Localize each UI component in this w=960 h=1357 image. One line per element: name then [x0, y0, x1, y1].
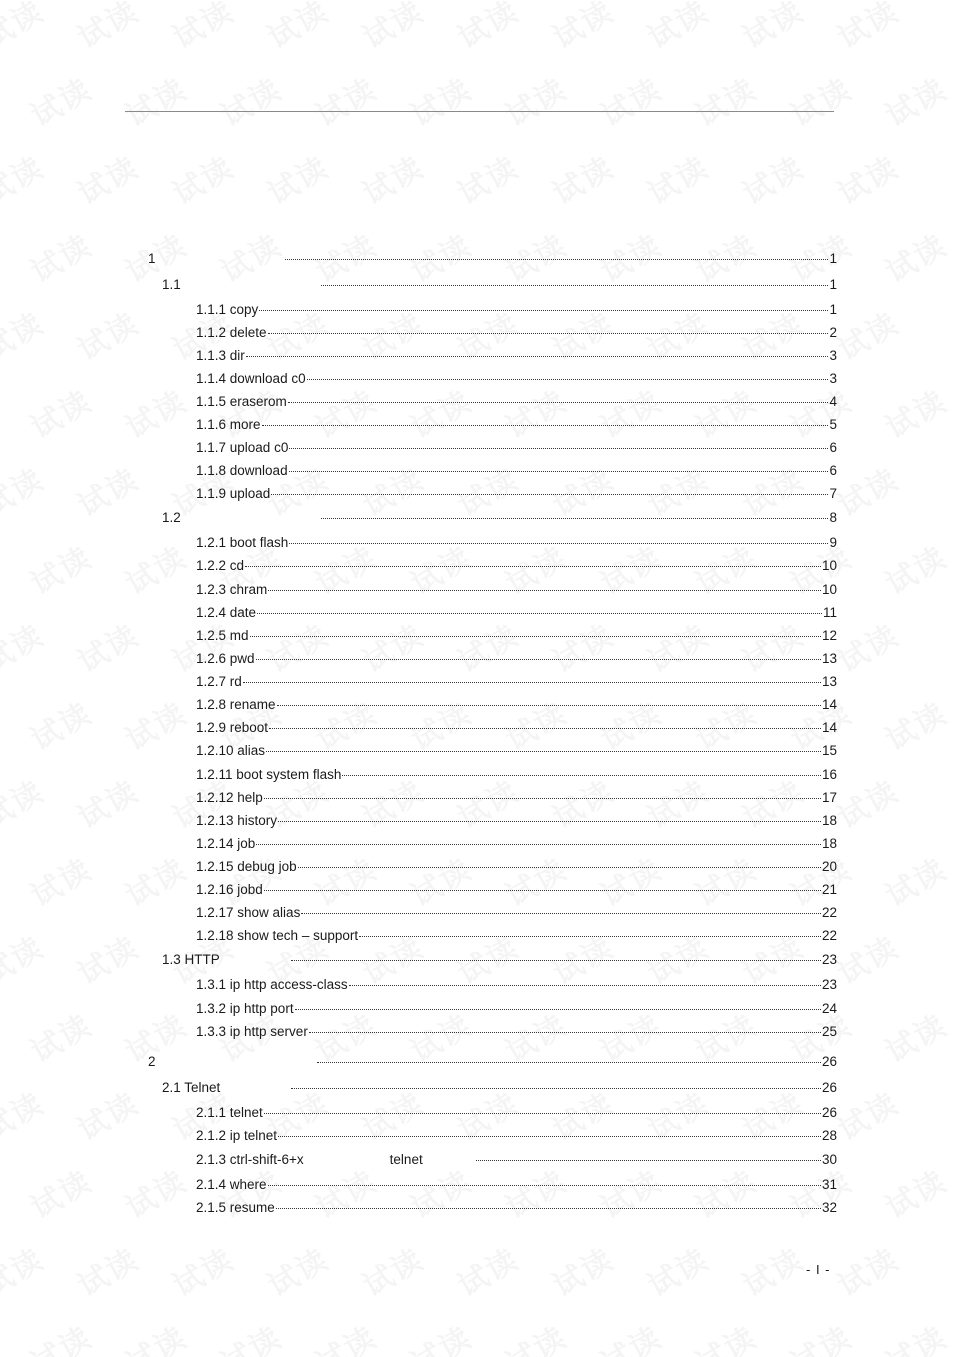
toc-leader-dots — [307, 379, 829, 380]
watermark-text — [68, 143, 145, 213]
toc-entry-page: 26 — [821, 1054, 837, 1069]
toc-entry-label: 1.1.9 upload — [196, 486, 271, 501]
watermark-text — [0, 923, 51, 993]
watermark-text — [68, 0, 145, 57]
toc-entry-page: 32 — [821, 1200, 837, 1215]
watermark-text — [163, 143, 240, 213]
toc-leader-dots — [278, 1136, 821, 1137]
watermark-text — [68, 767, 145, 837]
toc-entry-page: 7 — [829, 486, 837, 501]
watermark-text — [733, 0, 810, 57]
toc-entry-label: 1.1.1 copy — [196, 302, 259, 317]
toc-entry-page: 23 — [821, 977, 837, 992]
toc-entry-label: 1.2.10 alias — [196, 743, 266, 758]
toc-entry-label: 1.2.11 boot system flash — [196, 767, 342, 782]
toc-entry[interactable] — [196, 857, 837, 877]
toc-entry[interactable] — [196, 1022, 837, 1042]
toc-entry-page: 13 — [821, 651, 837, 666]
watermark-text — [116, 377, 193, 447]
toc-entry[interactable] — [196, 880, 837, 900]
watermark-text — [21, 377, 98, 447]
toc-leader-dots — [276, 1208, 821, 1209]
toc-leader-dots — [301, 913, 821, 914]
watermark-text — [543, 0, 620, 57]
watermark-text — [258, 1235, 335, 1305]
toc-entry-label: 2.1 Telnet — [162, 1080, 221, 1095]
toc-entry[interactable] — [196, 788, 837, 808]
watermark-text — [828, 767, 905, 837]
toc-leader-dots — [285, 259, 828, 260]
watermark-text — [876, 377, 953, 447]
watermark-text — [733, 143, 810, 213]
toc-entry-page: 24 — [821, 1001, 837, 1016]
toc-entry[interactable] — [196, 695, 837, 715]
watermark-text — [591, 65, 668, 135]
toc-leader-dots — [289, 448, 828, 449]
watermark-text — [21, 1313, 98, 1357]
toc-leader-dots — [243, 682, 821, 683]
toc-leader-dots — [295, 1009, 821, 1010]
watermark-text — [543, 143, 620, 213]
toc-entry[interactable] — [196, 1103, 837, 1123]
toc-entry-label: 2.1.3 ctrl-shift-6+x — [196, 1152, 304, 1167]
toc-leader-dots — [289, 471, 829, 472]
toc-entry-page: 12 — [821, 628, 837, 643]
toc-entry[interactable] — [196, 323, 837, 343]
watermark-text — [68, 299, 145, 369]
toc-entry[interactable] — [162, 1078, 837, 1098]
toc-entry-page: 2 — [829, 325, 837, 340]
watermark-text — [543, 1235, 620, 1305]
toc-entry-label: 1.1.7 upload c0 — [196, 440, 289, 455]
watermark-text — [828, 923, 905, 993]
toc-entry-page: 26 — [821, 1080, 837, 1095]
toc-entry-label: 1.1 — [162, 277, 181, 292]
watermark-text — [68, 455, 145, 525]
toc-entry-label: 1.2 — [162, 510, 181, 525]
watermark-text — [448, 0, 525, 57]
toc-leader-dots — [298, 867, 821, 868]
toc-leader-dots — [245, 566, 821, 567]
toc-entry[interactable] — [196, 346, 837, 366]
watermark-text — [0, 1235, 51, 1305]
watermark-text — [116, 1157, 193, 1227]
toc-entry[interactable] — [196, 1198, 837, 1218]
toc-leader-dots — [264, 798, 821, 799]
toc-entry-page: 28 — [821, 1128, 837, 1143]
toc-leader-dots — [349, 985, 821, 986]
toc-entry-label: 1.2.16 jobd — [196, 882, 263, 897]
toc-entry-page: 11 — [822, 605, 837, 620]
toc-entry-page: 20 — [821, 859, 837, 874]
toc-entry[interactable] — [196, 649, 837, 669]
toc-entry[interactable] — [196, 415, 837, 435]
toc-leader-dots — [271, 494, 828, 495]
toc-leader-dots — [342, 775, 821, 776]
toc-entry[interactable] — [148, 249, 837, 269]
toc-entry[interactable] — [196, 392, 837, 412]
toc-entry[interactable] — [196, 603, 837, 623]
toc-entry[interactable] — [196, 369, 837, 389]
toc-entry[interactable] — [196, 484, 837, 504]
toc-leader-dots — [256, 844, 821, 845]
toc-entry-page: 3 — [829, 348, 837, 363]
toc-leader-dots — [259, 310, 828, 311]
toc-entry-label: 1.2.2 cd — [196, 558, 245, 573]
toc-entry-label: 1.1.2 delete — [196, 325, 267, 340]
watermark-text — [496, 1313, 573, 1357]
toc-entry-page: 26 — [821, 1105, 837, 1120]
toc-leader-dots — [268, 590, 821, 591]
toc-entry-page: 23 — [821, 952, 837, 967]
watermark-text — [0, 0, 51, 57]
watermark-text — [876, 65, 953, 135]
toc-entry[interactable] — [196, 672, 837, 692]
toc-entry-page: 13 — [821, 674, 837, 689]
watermark-text — [163, 0, 240, 57]
watermark-text — [68, 923, 145, 993]
toc-entry-page: 6 — [829, 463, 837, 478]
toc-entry[interactable] — [196, 811, 837, 831]
toc-entry[interactable] — [196, 834, 837, 854]
toc-entry[interactable] — [148, 1052, 837, 1072]
toc-leader-dots — [289, 543, 828, 544]
watermark-text — [876, 689, 953, 759]
watermark-text — [828, 143, 905, 213]
toc-entry-page: 9 — [829, 535, 837, 550]
toc-entry-label: 1.2.9 reboot — [196, 720, 269, 735]
toc-entry-page: 25 — [821, 1024, 837, 1039]
watermark-text — [876, 1313, 953, 1357]
toc-entry-page: 1 — [829, 251, 837, 266]
toc-leader-dots — [288, 402, 829, 403]
watermark-text — [211, 65, 288, 135]
toc-leader-dots — [266, 751, 821, 752]
watermark-text — [258, 0, 335, 57]
toc-leader-dots — [264, 890, 821, 891]
watermark-text — [876, 1001, 953, 1071]
toc-leader-dots — [250, 636, 821, 637]
toc-entry-page: 22 — [821, 928, 837, 943]
toc-entry-page: 4 — [829, 394, 837, 409]
toc-leader-dots — [321, 518, 828, 519]
toc-leader-dots — [257, 613, 822, 614]
watermark-text — [686, 1313, 763, 1357]
watermark-text — [401, 65, 478, 135]
toc-entry[interactable] — [196, 300, 837, 320]
watermark-text — [0, 143, 51, 213]
watermark-text — [448, 143, 525, 213]
watermark-text — [0, 299, 51, 369]
watermark-text — [21, 1157, 98, 1227]
toc-entry-page: 1 — [829, 302, 837, 317]
toc-entry[interactable] — [196, 999, 837, 1019]
toc-entry-label: 1.3.1 ip http access-class — [196, 977, 348, 992]
watermark-text — [116, 65, 193, 135]
toc-entry-label: 1.2.17 show alias — [196, 905, 301, 920]
toc-entry-page: 14 — [821, 697, 837, 712]
toc-entry-label: 2.1.5 resume — [196, 1200, 275, 1215]
toc-leader-dots — [277, 705, 821, 706]
watermark-text — [781, 1313, 858, 1357]
watermark-text — [828, 1235, 905, 1305]
toc-entry-label: 1.2.14 job — [196, 836, 256, 851]
watermark-text — [638, 0, 715, 57]
toc-entry-label: 1 — [148, 251, 156, 266]
toc-entry-label: 1.2.3 chram — [196, 582, 268, 597]
toc-entry-label: 1.1.3 dir — [196, 348, 245, 363]
toc-leader-dots — [317, 1062, 821, 1063]
watermark-text — [21, 221, 98, 291]
toc-entry-page: 14 — [821, 720, 837, 735]
toc-entry[interactable] — [196, 438, 837, 458]
toc-entry-label: 1.3.3 ip http server — [196, 1024, 308, 1039]
toc-entry-page: 1 — [829, 277, 837, 292]
toc-entry[interactable] — [196, 718, 837, 738]
toc-entry-label: 2.1.1 telnet — [196, 1105, 263, 1120]
toc-entry-page: 17 — [821, 790, 837, 805]
toc-entry-label: 1.3 HTTP — [162, 952, 220, 967]
toc-entry-label: 1.2.12 help — [196, 790, 263, 805]
toc-entry-page: 30 — [821, 1152, 837, 1167]
toc-entry-page: 6 — [829, 440, 837, 455]
toc-entry-page: 18 — [821, 836, 837, 851]
watermark-text — [116, 689, 193, 759]
toc-entry[interactable] — [196, 580, 837, 600]
watermark-text — [116, 845, 193, 915]
toc-entry-label: 1.3.2 ip http port — [196, 1001, 294, 1016]
watermark-text — [638, 143, 715, 213]
toc-entry-page: 16 — [821, 767, 837, 782]
watermark-text — [828, 0, 905, 57]
watermark-text — [116, 1313, 193, 1357]
toc-entry[interactable] — [196, 741, 837, 761]
watermark-text — [211, 1313, 288, 1357]
toc-entry-label: 1.2.4 date — [196, 605, 257, 620]
toc-entry[interactable] — [162, 508, 837, 528]
toc-entry[interactable] — [162, 275, 837, 295]
watermark-text — [876, 221, 953, 291]
watermark-text — [21, 1001, 98, 1071]
toc-entry-page: 22 — [821, 905, 837, 920]
watermark-text — [733, 1235, 810, 1305]
toc-entry-label: 1.1.8 download — [196, 463, 288, 478]
watermark-text — [21, 65, 98, 135]
watermark-text — [828, 455, 905, 525]
watermark-text — [448, 1235, 525, 1305]
toc-entry-label: 1.2.1 boot flash — [196, 535, 289, 550]
watermark-text — [21, 533, 98, 603]
toc-entry-label: 1.2.5 md — [196, 628, 249, 643]
watermark-text — [686, 65, 763, 135]
toc-leader-dots — [291, 960, 821, 961]
watermark-text — [258, 143, 335, 213]
toc-entry[interactable] — [196, 533, 837, 553]
toc-leader-dots — [264, 1113, 821, 1114]
watermark-text — [876, 845, 953, 915]
header-rule — [125, 111, 834, 112]
toc-entry[interactable] — [196, 556, 837, 576]
toc-entry-label: 1.2.15 debug job — [196, 859, 297, 874]
toc-entry[interactable] — [196, 1126, 837, 1146]
watermark-text — [353, 1235, 430, 1305]
watermark-text — [68, 1235, 145, 1305]
watermark-text — [306, 65, 383, 135]
toc-entry[interactable] — [196, 926, 837, 946]
toc-entry-extra: telnet — [389, 1152, 423, 1167]
watermark-text — [116, 533, 193, 603]
toc-leader-dots — [246, 356, 829, 357]
toc-entry[interactable] — [196, 1150, 837, 1170]
toc-entry[interactable] — [196, 1175, 837, 1195]
toc-entry-page: 5 — [829, 417, 837, 432]
watermark-text — [21, 689, 98, 759]
toc-entry-page: 8 — [829, 510, 837, 525]
toc-leader-dots — [269, 728, 821, 729]
toc-entry[interactable] — [162, 950, 837, 970]
watermark-text — [876, 1157, 953, 1227]
toc-entry-label: 2.1.4 where — [196, 1177, 267, 1192]
watermark-text — [638, 1235, 715, 1305]
toc-entry-page: 18 — [821, 813, 837, 828]
toc-leader-dots — [262, 425, 829, 426]
toc-entry-page: 10 — [821, 582, 837, 597]
watermark-text — [0, 767, 51, 837]
toc-entry[interactable] — [196, 903, 837, 923]
toc-entry-label: 2.1.2 ip telnet — [196, 1128, 278, 1143]
toc-entry-label: 2 — [148, 1054, 156, 1069]
toc-entry-page: 3 — [829, 371, 837, 386]
toc-leader-dots — [291, 1088, 821, 1089]
watermark-text — [591, 1313, 668, 1357]
watermark-text — [163, 1235, 240, 1305]
toc-entry-label: 1.2.13 history — [196, 813, 278, 828]
toc-entry-page: 31 — [821, 1177, 837, 1192]
watermark-text — [353, 143, 430, 213]
toc-entry-label: 1.2.7 rd — [196, 674, 242, 689]
watermark-text — [876, 533, 953, 603]
toc-leader-dots — [268, 333, 829, 334]
toc-entry-label: 1.2.8 rename — [196, 697, 276, 712]
watermark-text — [496, 65, 573, 135]
watermark-text — [828, 1079, 905, 1149]
toc-entry[interactable] — [196, 765, 837, 785]
watermark-text — [401, 1313, 478, 1357]
toc-leader-dots — [268, 1185, 821, 1186]
toc-leader-dots — [321, 285, 828, 286]
toc-leader-dots — [359, 936, 821, 937]
watermark-text — [828, 299, 905, 369]
watermark-text — [781, 65, 858, 135]
footer-page-number: - I - — [806, 1262, 831, 1277]
watermark-text — [0, 455, 51, 525]
watermark-text — [68, 1079, 145, 1149]
toc-entry-label: 1.1.5 eraserom — [196, 394, 287, 409]
toc-entry[interactable] — [196, 626, 837, 646]
toc-entry-page: 15 — [821, 743, 837, 758]
toc-leader-dots — [278, 821, 821, 822]
toc-entry-label: 1.2.18 show tech – support — [196, 928, 359, 943]
toc-leader-dots — [256, 659, 821, 660]
watermark-text — [353, 0, 430, 57]
watermark-text — [0, 611, 51, 681]
toc-leader-dots — [476, 1160, 821, 1161]
toc-entry-page: 10 — [821, 558, 837, 573]
toc-entry[interactable] — [196, 975, 837, 995]
toc-leader-dots — [309, 1032, 821, 1033]
watermark-text — [0, 1079, 51, 1149]
toc-entry-label: 1.2.6 pwd — [196, 651, 255, 666]
watermark-text — [68, 611, 145, 681]
watermark-text — [21, 845, 98, 915]
toc-entry-page: 21 — [821, 882, 837, 897]
toc-entry[interactable] — [196, 461, 837, 481]
watermark-text — [828, 611, 905, 681]
toc-entry-label: 1.1.6 more — [196, 417, 261, 432]
toc-entry-label: 1.1.4 download c0 — [196, 371, 306, 386]
watermark-text — [306, 1313, 383, 1357]
